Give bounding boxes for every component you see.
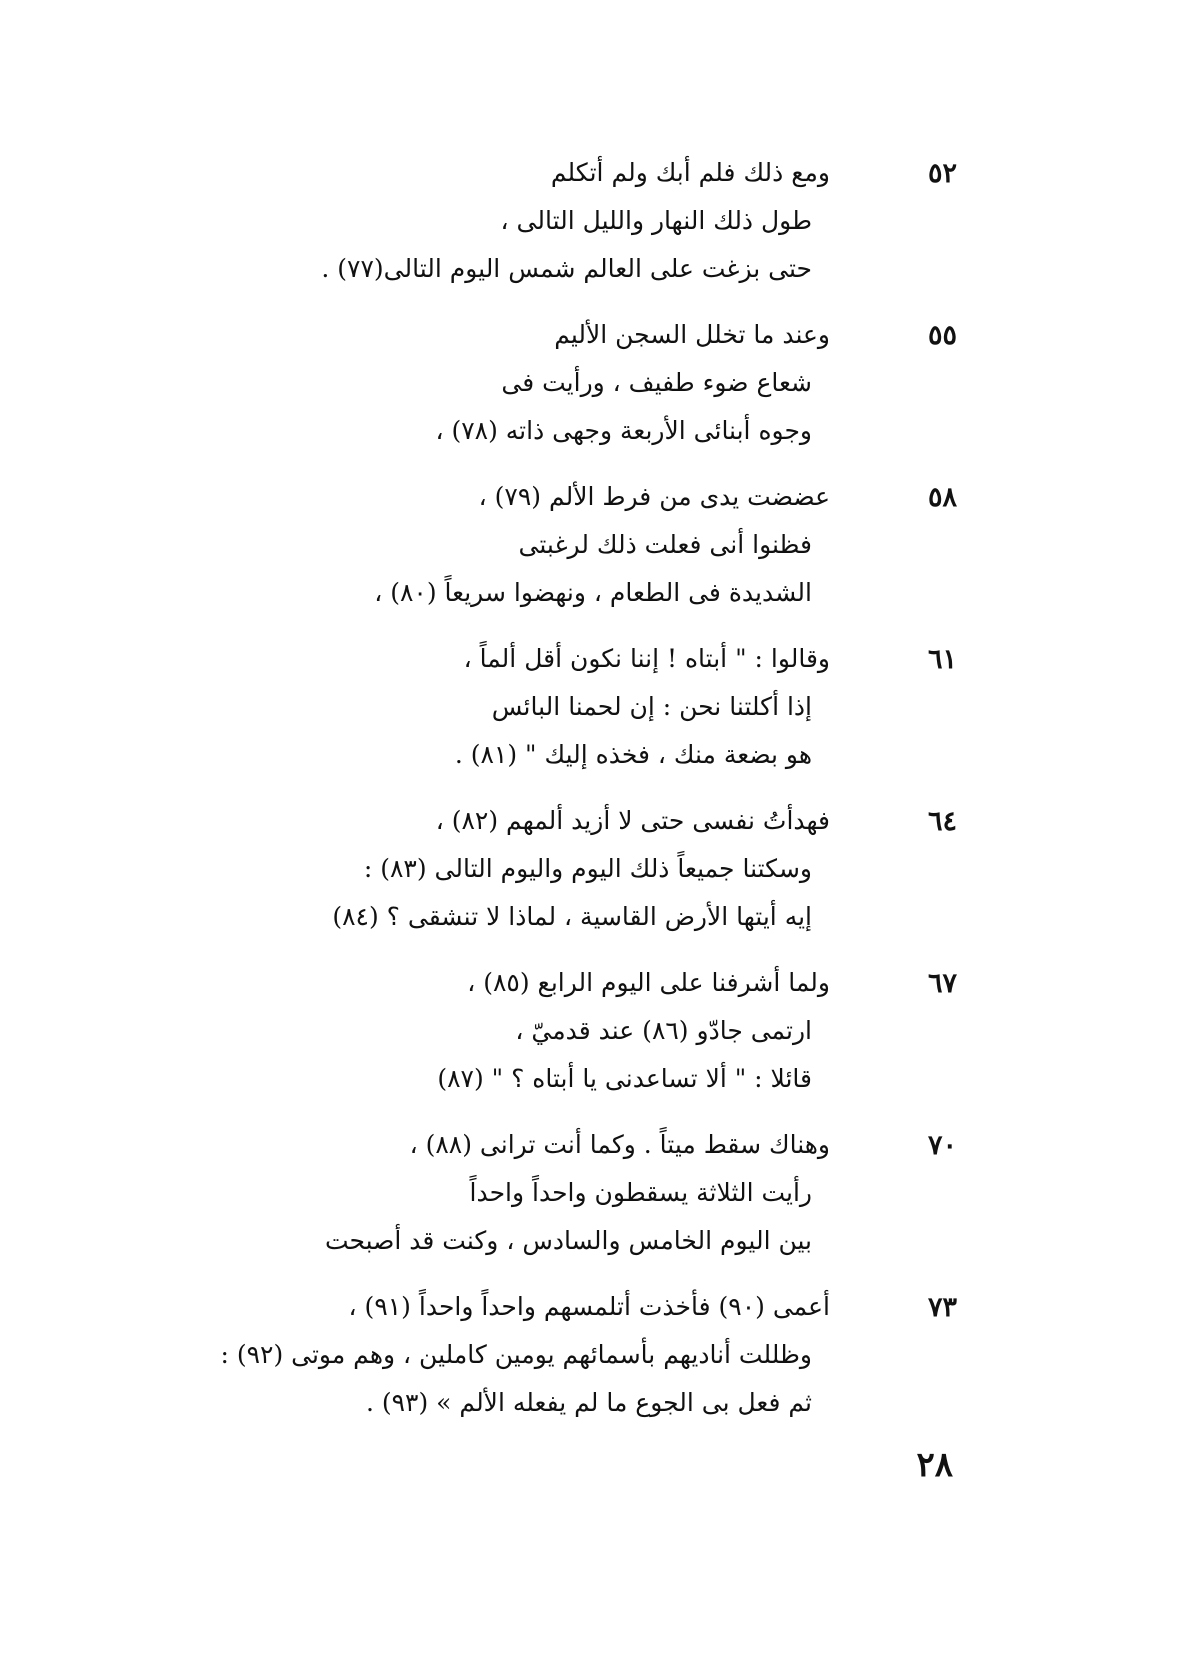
verse-line: طول ذلك النهار والليل التالى ،: [500, 206, 812, 235]
verse-line: وجوه أبنائى الأربعة وجهى ذاته (٧٨) ،: [435, 416, 812, 445]
verse-number: ٧٠: [927, 1130, 957, 1161]
verse-number: ٦٧: [927, 968, 957, 999]
verse-line: حتى بزغت على العالم شمس اليوم التالى(٧٧) .: [321, 254, 812, 283]
verse-line: ارتمى جادّو (٨٦) عند قدميّ ،: [515, 1016, 812, 1045]
verse-number: ٧٣: [927, 1292, 957, 1323]
verse-line: إذا أكلتنا نحن : إن لحمنا البائس: [491, 692, 812, 721]
verse-line: ولما أشرفنا على اليوم الرابع (٨٥) ،: [467, 968, 830, 997]
verse-line: وهناك سقط ميتاً . وكما أنت ترانى (٨٨) ،: [409, 1130, 830, 1159]
verse-line: وسكتنا جميعاً ذلك اليوم واليوم التالى (٨٣) :: [363, 854, 812, 883]
verse-line: شعاع ضوء طفيف ، ورأيت فى: [501, 368, 812, 397]
verse-number: ٥٨: [927, 482, 957, 513]
verse-line: قائلا : " ألا تساعدنى يا أبتاه ؟ " (٨٧): [437, 1064, 812, 1093]
verse-line: عضضت يدى من فرط الألم (٧٩) ،: [478, 482, 830, 511]
verse-line: فهدأتُ نفسى حتى لا أزيد ألمهم (٨٢) ،: [435, 806, 830, 835]
verse-line: الشديدة فى الطعام ، ونهضوا سريعاً (٨٠) ،: [374, 578, 812, 607]
verse-line: وعند ما تخلل السجن الأليم: [554, 320, 830, 349]
verse-number: ٥٥: [927, 320, 957, 351]
verse-line: رأيت الثلاثة يسقطون واحداً واحداً: [469, 1178, 812, 1207]
verse-number: ٦٤: [927, 806, 957, 837]
verse-line: أعمى (٩٠) فأخذت أتلمسهم واحداً واحداً (٩١) ،: [348, 1292, 830, 1321]
verse-line: هو بضعة منك ، فخذه إليك " (٨١) .: [454, 740, 812, 769]
page-number: ٢٨: [916, 1445, 953, 1485]
verse-line: بين اليوم الخامس والسادس ، وكنت قد أصبحت: [324, 1226, 812, 1255]
verse-line: وقالوا : " أبتاه ! إننا نكون أقل ألماً ،: [463, 644, 830, 673]
verse-line: وظللت أناديهم بأسمائهم يومين كاملين ، وهم موتى (٩٢) :: [220, 1340, 812, 1369]
verse-number: ٥٢: [927, 158, 957, 189]
verse-number: ٦١: [927, 644, 957, 675]
verse-line: ومع ذلك فلم أبك ولم أتكلم: [550, 158, 830, 187]
verse-line: ثم فعل بى الجوع ما لم يفعله الألم » (٩٣) .: [365, 1388, 812, 1417]
verse-line: فظنوا أنى فعلت ذلك لرغبتى: [518, 530, 812, 559]
verse-line: إيه أيتها الأرض القاسية ، لماذا لا تنشقى ؟ (٨٤): [332, 902, 812, 931]
